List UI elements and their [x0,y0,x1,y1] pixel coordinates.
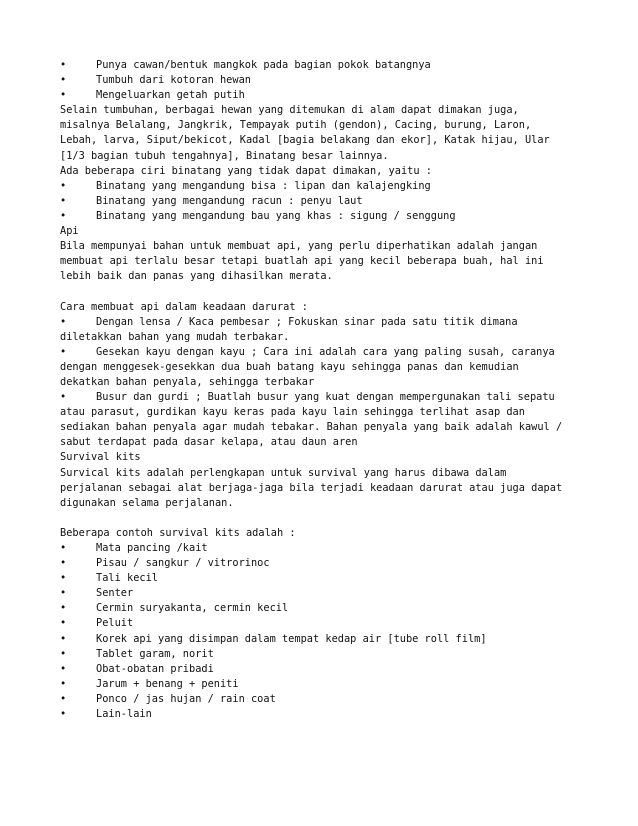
bullet-glyph: • [60,708,67,721]
text-line: Ada beberapa ciri binatang yang tidak dapat dimakan, yaitu : [60,164,432,177]
bullet-glyph: • [60,692,67,705]
blank-line [60,284,620,299]
bullet-text: Binatang yang mengandung racun : penyu laut [96,194,363,207]
bullet-glyph: • [60,179,67,192]
bullet-item [60,179,620,194]
bullet-text: Binatang yang mengandung bau yang khas : sigung / senggung [96,209,456,222]
bullet-item [60,586,620,601]
bullet-text: Peluit [96,617,134,630]
bullet-item [60,88,620,103]
bullet-text: Ponco / jas hujan / rain coat [96,692,276,705]
bullet-glyph: • [60,194,67,207]
bullet-item [60,692,620,707]
text-line: [1/3 bagian tubuh tengahnya], Binatang besar lainnya. [60,149,389,162]
text-line: Survical kits adalah perlengkapan untuk survival yang harus dibawa dalam [60,466,507,479]
text-line: Api [60,225,79,238]
text-line: misalnya Belalang, Jangkrik, Tempayak putih (gendon), Cacing, burung, Laron, [60,119,532,132]
bullet-item [60,345,620,360]
bullet-item [60,73,620,88]
bullet-text: Pisau / sangkur / vitrorinoc [96,557,270,570]
bullet-text: Dengan lensa / Kaca pembesar ; Fokuskan sinar pada satu titik dimana [96,315,518,328]
bullet-item [60,194,620,209]
bullet-glyph: • [60,677,67,690]
document-body [60,58,620,722]
bullet-glyph: • [60,345,67,358]
bullet-item [60,616,620,631]
bullet-text: Senter [96,587,134,600]
bullet-glyph: • [60,59,67,71]
text-line: lebih baik dan panas yang dihasilkan merata. [60,270,333,283]
bullet-glyph: • [60,662,67,675]
text-line: digunakan selama perjalanan. [60,496,234,509]
text-line: diletakkan bahan yang mudah terbakar. [60,330,290,343]
bullet-text: Cermin suryakanta, cermin kecil [96,602,289,615]
bullet-item [60,662,620,677]
bullet-item [60,707,620,722]
bullet-glyph: • [60,89,67,102]
bullet-text: Korek api yang disimpan dalam tempat kedap air [tube roll film] [96,632,487,645]
bullet-text: Binatang yang mengandung bisa : lipan dan kalajengking [96,179,431,192]
bullet-glyph: • [60,587,67,600]
bullet-glyph: • [60,557,67,570]
bullet-item [60,571,620,586]
bullet-glyph: • [60,572,67,585]
bullet-text: Punya cawan/bentuk mangkok pada bagian pokok batangnya [96,59,431,71]
bullet-text: Tablet garam, norit [96,647,214,660]
bullet-text: Mata pancing /kait [96,542,208,554]
text-line: Survival kits [60,451,141,464]
bullet-item [60,632,620,647]
bullet-glyph: • [60,632,67,645]
bullet-glyph: • [60,209,67,222]
text-line: dengan menggesek-gesekkan dua buah batang kayu sehingga panas dan kemudian [60,360,519,373]
bullet-glyph: • [60,647,67,660]
bullet-item [60,647,620,662]
bullet-glyph: • [60,315,67,328]
text-line: Beberapa contoh survival kits adalah : [60,526,296,539]
bullet-item [60,601,620,616]
bullet-item [60,315,620,330]
bullet-text: Lain-lain [96,708,152,721]
bullet-item [60,209,620,224]
text-line: atau parasut, gurdikan kayu keras pada kayu lain sehingga terlihat asap dan [60,406,525,419]
bullet-glyph: • [60,391,67,404]
bullet-glyph: • [60,617,67,630]
text-line: dekatkan bahan penyala, sehingga terbakar [60,375,315,388]
bullet-item [60,58,620,73]
bullet-item [60,390,620,405]
text-line: sediakan bahan penyala agar mudah tebakar. Bahan penyala yang baik adalah kawul / [60,421,563,434]
bullet-text: Mengeluarkan getah putih [96,89,245,102]
text-line: membuat api terlalu besar tetapi buatlah api yang kecil beberapa buah, hal ini [60,255,544,268]
text-line: sabut terdapat pada dasar kelapa, atau daun aren [60,436,358,449]
bullet-item [60,541,620,556]
bullet-glyph: • [60,74,67,87]
text-line: Cara membuat api dalam keadaan darurat : [60,300,308,313]
blank-line [60,511,620,526]
bullet-text: Busur dan gurdi ; Buatlah busur yang kuat dengan mempergunakan tali sepatu [96,391,555,404]
text-line: perjalanan sebagai alat berjaga-jaga bila terjadi keadaan darurat atau juga dapat [60,481,563,494]
text-line: Selain tumbuhan, berbagai hewan yang ditemukan di alam dapat dimakan juga, [60,104,519,117]
bullet-text: Gesekan kayu dengan kayu ; Cara ini adalah cara yang paling susah, caranya [96,345,555,358]
bullet-text: Tumbuh dari kotoran hewan [96,74,251,87]
bullet-item [60,556,620,571]
bullet-text: Obat-obatan pribadi [96,662,214,675]
text-line: Lebah, larva, Siput/bekicot, Kadal [bagia belakang dan ekor], Katak hijau, Ular [60,134,550,147]
bullet-item [60,677,620,692]
bullet-glyph: • [60,602,67,615]
text-line: Bila mempunyai bahan untuk membuat api, yang perlu diperhatikan adalah jangan [60,240,538,253]
bullet-text: Jarum + benang + peniti [96,677,239,690]
bullet-text: Tali kecil [96,572,158,585]
bullet-glyph: • [60,542,67,554]
